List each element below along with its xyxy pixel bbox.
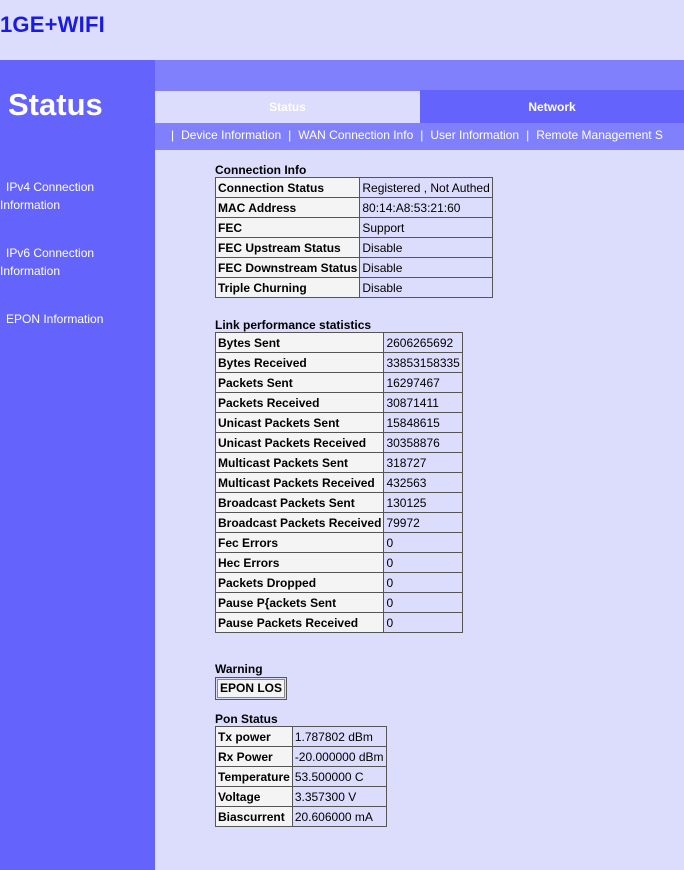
subnav-separator: | [288,128,292,142]
row-label: Bytes Sent [216,333,384,353]
tab-status[interactable]: Status [269,99,306,114]
row-label: Multicast Packets Sent [216,453,384,473]
table-row [216,413,463,433]
pon-status-table [215,726,387,827]
subnav-device-information[interactable]: Device Information [181,128,282,142]
subnav-separator: | [526,128,530,142]
row-label: FEC [216,218,360,238]
table-row [216,747,387,767]
sidebar-item-ipv4-connection-information[interactable]: IPv4 Connection Information [0,180,95,212]
row-label: Bytes Received [216,353,384,373]
subnav-separator: | [420,128,424,142]
table-row [216,573,463,593]
table-row [216,787,387,807]
row-value: 2606265692 [384,333,462,353]
table-row [216,353,463,373]
table-row [216,393,463,413]
table-row [216,533,463,553]
table-row [216,453,463,473]
row-value: 0 [384,553,462,573]
row-value: 0 [384,613,462,633]
row-label: Pause Packets Received [216,613,384,633]
row-label: Connection Status [216,178,360,198]
subnav-user-information[interactable]: User Information [430,128,520,142]
table-row [216,807,387,827]
connection-info-table [215,177,493,298]
row-value: Registered , Not Authed [360,178,492,198]
row-label: Packets Sent [216,373,384,393]
row-label: Hec Errors [216,553,384,573]
table-row [216,767,387,787]
table-row [216,373,463,393]
row-value: 0 [384,573,462,593]
row-value: 30358876 [384,433,462,453]
row-label: Pause P{ackets Sent [216,593,384,613]
row-label: FEC Upstream Status [216,238,360,258]
row-label: Voltage [216,787,293,807]
sidebar-item-epon-information[interactable]: EPON Information [6,312,104,326]
warning-title: Warning [215,662,263,676]
sidebar-title: Status [8,87,103,122]
row-value: 53.500000 C [292,767,386,787]
row-label: Packets Received [216,393,384,413]
table-row [216,613,463,633]
table-row [216,593,463,613]
table-row [216,218,493,238]
sidebar [0,60,155,870]
row-label: Fec Errors [216,533,384,553]
row-value: 130125 [384,493,462,513]
row-label: FEC Downstream Status [216,258,360,278]
row-value: 20.606000 mA [292,807,386,827]
sub-navigation [155,123,684,150]
link-performance-title: Link performance statistics [215,318,372,332]
row-value: 15848615 [384,413,462,433]
table-row [216,258,493,278]
row-label: Packets Dropped [216,573,384,593]
device-brand-title: 1GE+WIFI [0,12,105,37]
row-label: Broadcast Packets Sent [216,493,384,513]
row-label: Unicast Packets Sent [216,413,384,433]
row-value: Disable [360,278,492,298]
table-row [216,513,463,533]
table-row [216,473,463,493]
row-label: Triple Churning [216,278,360,298]
table-row [216,553,463,573]
subnav-separator: | [171,128,175,142]
row-value: Disable [360,238,492,258]
row-label: Multicast Packets Received [216,473,384,493]
row-value: 432563 [384,473,462,493]
row-label: Rx Power [216,747,293,767]
subnav-remote-management[interactable]: Remote Management S [536,128,663,142]
row-value: 30871411 [384,393,462,413]
warning-message: EPON LOS [217,679,285,698]
table-row [216,493,463,513]
top-banner-bar [155,60,684,91]
row-label: Tx power [216,727,293,747]
row-value: 16297467 [384,373,462,393]
table-row [216,333,463,353]
tab-network[interactable]: Network [420,90,684,123]
warning-box [215,677,287,700]
connection-info-title: Connection Info [215,163,307,177]
pon-status-title: Pon Status [215,712,278,726]
table-row [216,433,463,453]
row-value: 3.357300 V [292,787,386,807]
row-value: 318727 [384,453,462,473]
row-label: MAC Address [216,198,360,218]
row-label: Temperature [216,767,293,787]
table-row [216,178,493,198]
row-value: 79972 [384,513,462,533]
row-value: 0 [384,593,462,613]
row-value: Disable [360,258,492,278]
table-row [216,198,493,218]
table-row [216,278,493,298]
row-value: 80:14:A8:53:21:60 [360,198,492,218]
sidebar-item-ipv6-connection-information[interactable]: IPv6 Connection Information [0,246,95,278]
link-performance-table [215,332,463,633]
subnav-wan-connection-info[interactable]: WAN Connection Info [298,128,414,142]
row-label: Unicast Packets Received [216,433,384,453]
row-value: 0 [384,533,462,553]
row-value: Support [360,218,492,238]
row-value: 33853158335 [384,353,462,373]
row-label: Biascurrent [216,807,293,827]
row-value: 1.787802 dBm [292,727,386,747]
table-row [216,727,387,747]
row-value: -20.000000 dBm [292,747,386,767]
table-row [216,238,493,258]
row-label: Broadcast Packets Received [216,513,384,533]
